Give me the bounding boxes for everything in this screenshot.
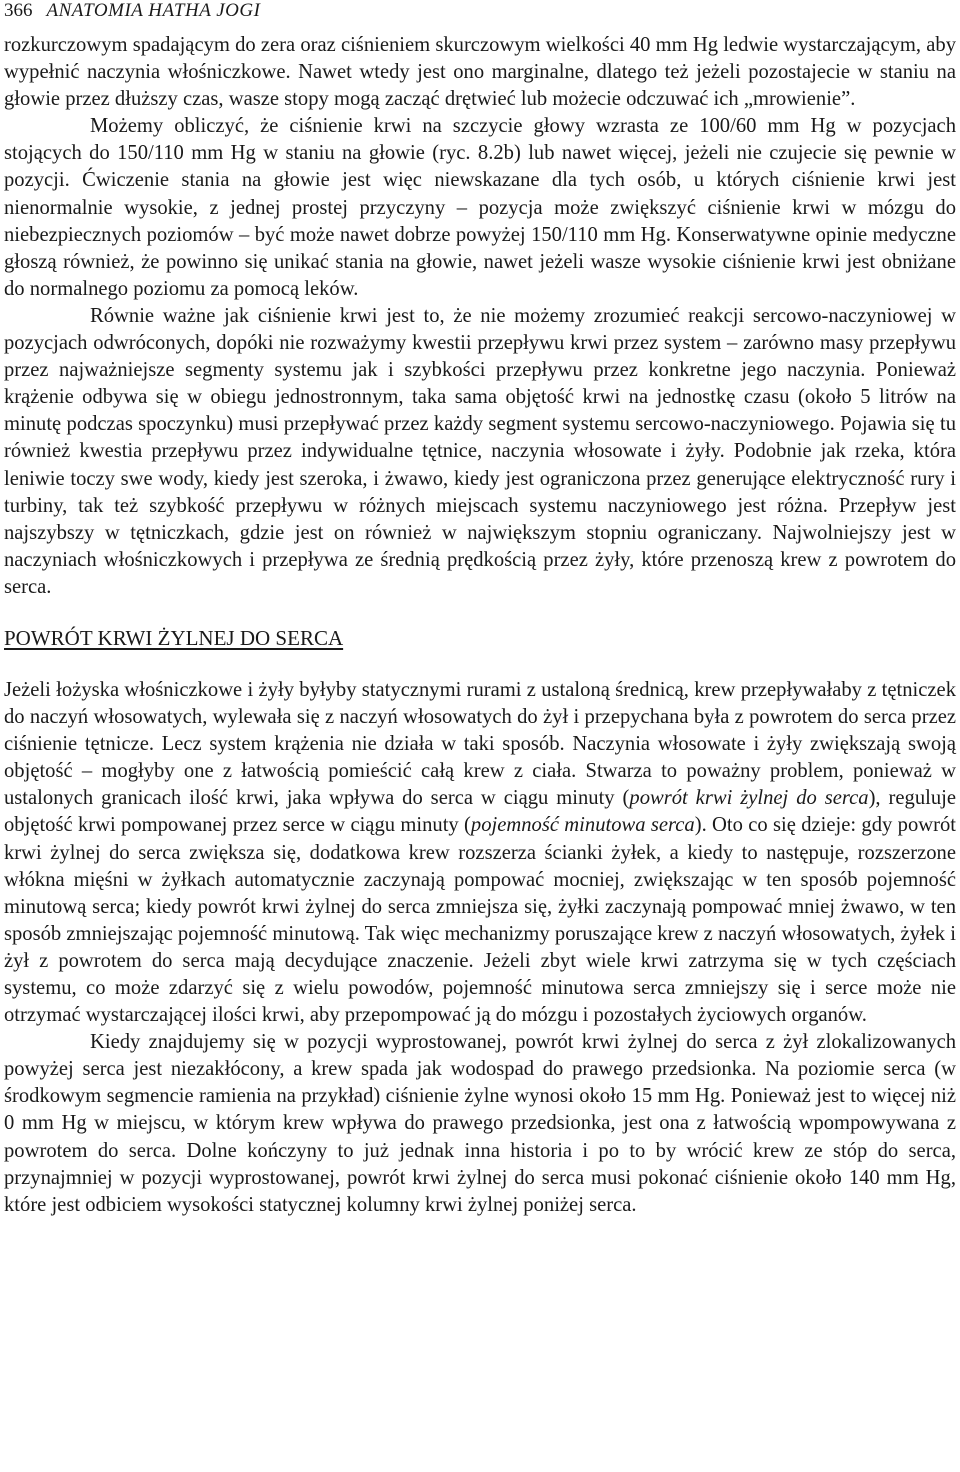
paragraph-2: Możemy obliczyć, że ciśnienie krwi na szczycie głowy wzrasta ze 100/60 mm Hg w pozycjach stojących do 150/110 mm Hg w staniu na głowie (ryc. 8.2b) lub nawet więcej, jeżeli nie czujecie się pewnie w pozycji. Ćwiczenie stania na głowie jest więc niewskazane dla tych osób, u których ciśnienie krwi jest nienormalnie wysokie, z jednej prostej przyczyny – pozycja może zwiększyć ciśnienie krwi w mózgu do niebezpiecznych poziomów – być może nawet dobrze powyżej 150/110 mm Hg. Konserwatywne opinie medyczne głoszą również, że powinno się unikać stania na głowie, nawet jeżeli wasze wysokie ciśnienie krwi jest obniżane do normalnego poziomu za pomocą leków. <box>4 115 956 300</box>
term-venous-return: powrót krwi żylnej do serca <box>629 787 869 810</box>
running-header <box>4 0 956 32</box>
paragraph-3: Równie ważne jak ciśnienie krwi jest to, że nie możemy zrozumieć reakcji sercowo-naczyniowej w pozycjach odwróconych, dopóki nie rozważymy kwestii przepływu krwi przez system – zarówno masy przepływu przez najważniejsze segmenty systemu jak i szybkości przepływu przez konkretne jego naczynia. Ponieważ krążenie odbywa się w obiegu jednostronnym, taka sama objętość krwi na jednostkę czasu (około 5 litrów na minutę podczas spoczynku) musi przepływać przez każdy segment systemu sercowo-naczyniowego. Pojawia się tu również kwestia przepływu przez indywidualne tętnice, naczynia włosowate i żyły. Podobnie jak rzeka, która leniwie toczy swe wody, kiedy jest szeroka, i żwawo, kiedy jest ograniczona przez generujące elektryczność rury i turbiny, tak też szybkość przepływu w różnych miejscach systemu naczyniowego jest różna. Przepływ jest najszybszy w tętniczkach, gdzie jest on również w największym stopniu ograniczany. Najwolniejszy jest w naczyniach włośniczkowych i przepływa ze średnią prędkością przez żyły, które przenoszą krew z powrotem do serca. <box>4 304 956 598</box>
section-heading: POWRÓT KRWI ŻYLNEJ DO SERCA <box>4 625 344 650</box>
paragraph-1: rozkurczowym spadającym do zera oraz ciśnieniem skurczowym wielkości 40 mm Hg ledwie wystarczającym, aby wypełnić naczynia włośniczkowe. Nawet wtedy jest ono marginalne, dlatego też jeżeli pozostajecie w staniu na głowie przez dłuższy czas, wasze stopy mogą zacząć drętwieć lub możecie odczuwać ich „mrowienie”. <box>4 34 956 111</box>
section-paragraph-1 <box>4 677 956 1029</box>
section-paragraph-1-part-2: ), reguluje objętość krwi pompowanej przez serce w ciągu minuty ( <box>4 787 956 837</box>
book-title: ANATOMIA HATHA JOGI <box>46 0 261 21</box>
section-paragraph-1-part-3: ). Oto co się dzieje: gdy powrót krwi żylnej do serca zwiększa się, dodatkowa krew rozszerza ścianki żyłek, a kiedy to następuje, rozszerzone włókna mięśni w żyłkach automatycznie zaczynają pompować mocniej, zwiększając w ten sposób pojemność minutową serca; kiedy powrót krwi żylnej do serca zmniejsza się, żyłki zaczynają pompować mniej żwawo, w ten sposób zmniejszając pojemność minutową. Tak więc mechanizmy poruszające krew z naczyń włosowatych, żyłek i żył z powrotem do serca mają decydujące znaczenie. Jeżeli zbyt wiele krwi zatrzyma się w tych częściach systemu, co może zdarzyć się z wielu powodów, pojemność minutowa serca zmniejszy się i serce może nie otrzymać wystarczającej ilości krwi, aby przepompować ją do mózgu i pozostałych życiowych organów. <box>4 814 956 1027</box>
term-cardiac-output: pojemność minutowa serca <box>470 814 695 837</box>
section-paragraph-2: Kiedy znajdujemy się w pozycji wyprostowanej, powrót krwi żylnej do serca z żył zlokalizowanych powyżej serca jest niezakłócony, a krew spada jak wodospad do prawego przedsionka. Na poziomie serca (w środkowym segmencie ramienia na przykład) ciśnienie żylne wynosi około 15 mm Hg. Ponieważ jest to więcej niż 0 mm Hg w miejscu, w którym krew wpływa do prawego przedsionka, jest ona z łatwością wpompowywana z powrotem do serca. Dolne kończyny to już jednak inna historia i po to by wrócić krew ze stóp do serca, przynajmniej w pozycji wyprostowanej, powrót krwi żylnej do serca musi pokonać ciśnienie około 140 mm Hg, które jest odbiciem wysokości statycznej kolumny krwi żylnej poniżej serca. <box>4 1031 956 1216</box>
section-paragraph-1-part-1: Jeżeli łożyska włośniczkowe i żyły byłyby statycznymi rurami z ustaloną średnicą, krew przepływałaby z tętniczek do naczyń włosowatych, wylewała się z naczyń włosowatych do żył i przepychana była z powrotem do serca przez ciśnienie tętnicze. Lecz system krążenia nie działa w taki sposób. Naczynia włosowate i żyły zwiększają swoją objętość – mogłyby one z łatwością pomieścić całą krew z ciała. Stwarza to poważny problem, ponieważ w ustalonych granicach ilość krwi, jaka wpływa do serca w ciągu minuty ( <box>4 678 956 810</box>
page-number: 366 <box>4 0 33 21</box>
